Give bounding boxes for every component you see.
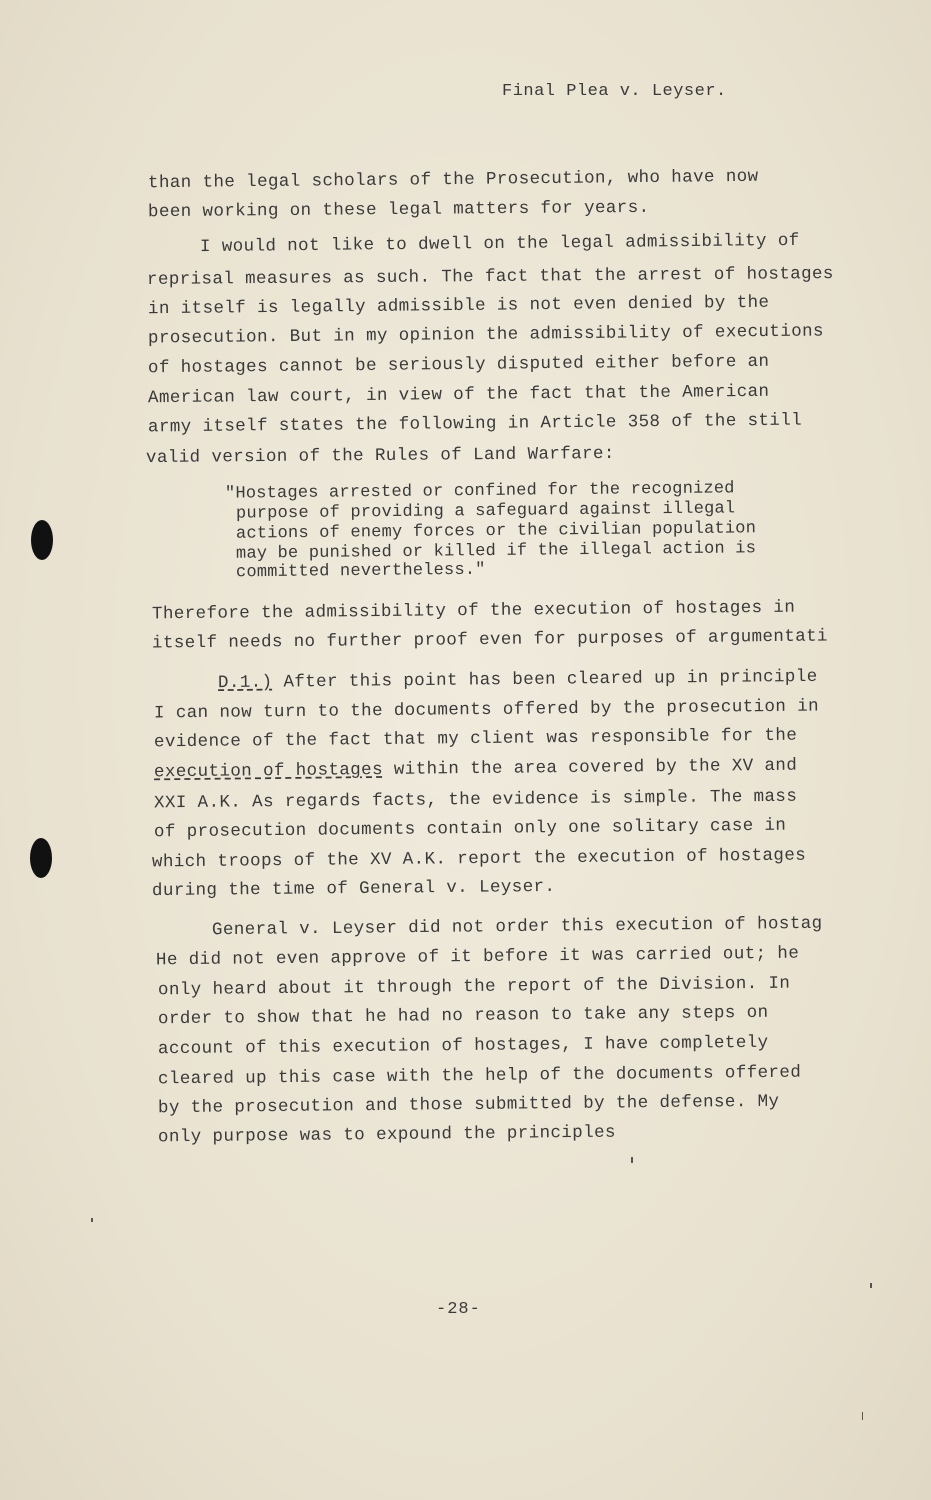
page-header: Final Plea v. Leyser. [502, 82, 727, 101]
text-line: which troops of the XV A.K. report the execution of hostages [151, 845, 807, 873]
quote-line: committed nevertheless." [235, 560, 486, 583]
text-line: XXI A.K. As regards facts, the evidence is simple. The mass [153, 786, 798, 814]
page-number: -28- [436, 1300, 481, 1319]
text-line: valid version of the Rules of Land Warfare: [145, 443, 615, 469]
stray-mark [862, 1412, 863, 1420]
text-line: execution of hostages within the area covered by the XV and [153, 755, 798, 783]
text-line: than the legal scholars of the Prosecution, who have now [147, 166, 759, 194]
text-line: only heard about it through the report of the Division. In [157, 973, 791, 1001]
text-line: cleared up this case with the help of the documents offered [157, 1062, 802, 1090]
text-line: He did not even approve of it before it was carried out; he [155, 943, 800, 971]
text-line: of prosecution documents contain only one solitary case in [153, 815, 787, 843]
text-line: of hostages cannot be seriously disputed either before an [147, 351, 770, 379]
text-line: by the prosecution and those submitted by the defense. My [157, 1091, 780, 1119]
text-line: Therefore the admissibility of the execution of hostages in [151, 597, 796, 625]
text-line: General v. Leyser did not order this execution of hostag [211, 913, 823, 941]
text-line: itself needs no further proof even for purposes of argumentati [151, 626, 828, 654]
text-line: I can now turn to the documents offered by the prosecution in [153, 696, 820, 724]
text-line: American law court, in view of the fact that the American [147, 381, 770, 409]
punch-hole [30, 838, 52, 878]
stray-mark [870, 1283, 872, 1288]
section-marker: D.1.) [217, 672, 273, 694]
quote-line: purpose of providing a safeguard against illegal [235, 499, 736, 524]
text-line: in itself is legally admissible is not even denied by the [147, 292, 770, 320]
text-line: order to show that he had no reason to take any steps on [157, 1002, 769, 1030]
text-line: during the time of General v. Leyser. [151, 876, 556, 902]
text-line: evidence of the fact that my client was responsible for the [153, 725, 798, 753]
stray-mark [631, 1157, 633, 1163]
underlined-phrase: execution of hostages [153, 759, 384, 783]
quote-line: may be punished or killed if the illegal action is [235, 539, 757, 564]
text-line: army itself states the following in Article 358 of the still [147, 410, 803, 438]
text-line: I would not like to dwell on the legal admissibility of [199, 230, 800, 258]
text-line: only purpose was to expound the principles [157, 1122, 616, 1148]
text-line: D.1.) After this point has been cleared up in principle [217, 666, 818, 694]
text-line: prosecution. But in my opinion the admissibility of executions [147, 321, 824, 349]
quote-line: actions of enemy forces or the civilian population [235, 519, 757, 544]
text-line: account of this execution of hostages, I have completely [157, 1032, 769, 1060]
quote-line: "Hostages arrested or confined for the recognized [224, 479, 735, 504]
text-line: reprisal measures as such. The fact that the arrest of hostages [146, 264, 834, 290]
punch-hole [31, 520, 53, 560]
text-line: been working on these legal matters for years. [147, 197, 650, 223]
stray-mark [91, 1218, 93, 1222]
